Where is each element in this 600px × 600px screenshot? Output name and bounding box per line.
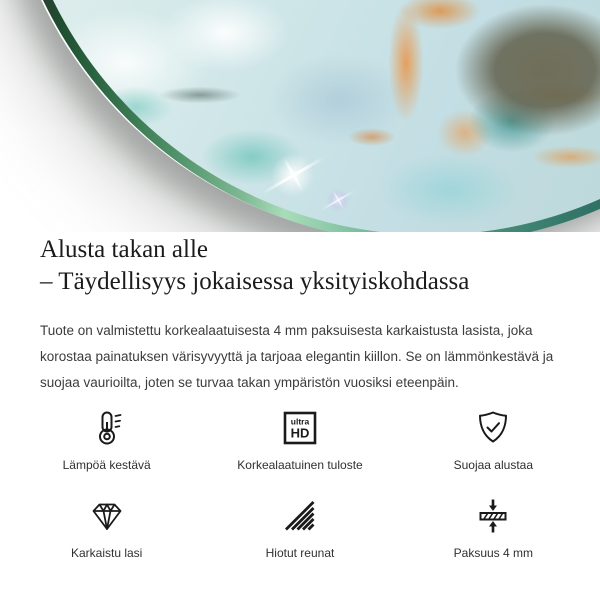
feature-label: Lämpöä kestävä: [62, 458, 151, 472]
page-title: [40, 234, 560, 298]
thickness-icon: [473, 496, 513, 536]
product-photo: [0, 0, 600, 232]
diamond-icon: [87, 496, 127, 536]
product-description-text: Tuote on valmistettu korkealaatuisesta 4 mm paksuisesta karkaistusta lasista, joka korostaa painatuksen värisyvyyttä ja tarjoaa elegantin kiillon. Se on lämmönkestävä ja suojaa vaurioilta, joten se turvaa takan ympäristön vuosiksi eteenpäin.: [40, 323, 554, 390]
feature-ultra-hd-print: [203, 408, 396, 472]
page-title-line2: – Täydellisyys jokaisessa yksityiskohdassa: [40, 268, 470, 295]
feature-protects-base: [397, 408, 590, 472]
content-area: [0, 234, 600, 396]
page-title-line1: Alusta takan alle: [40, 236, 208, 263]
feature-thickness-4mm: [397, 496, 590, 560]
feature-label: Korkealaatuinen tuloste: [237, 458, 363, 472]
thermometer-icon: [87, 408, 127, 448]
feature-tempered-glass: [10, 496, 203, 560]
feature-heat-resistant: [10, 408, 203, 472]
marble-glass-surface: [10, 0, 600, 232]
feature-label: Suojaa alustaa: [453, 458, 534, 472]
ultra-hd-badge-bottom-text: HD: [290, 425, 310, 441]
feature-grid: [0, 408, 600, 560]
ultra-hd-badge-top-text: ultra: [290, 416, 310, 427]
feature-label: Karkaistu lasi: [70, 546, 143, 560]
shield-check-icon: [473, 408, 513, 448]
feature-label: Paksuus 4 mm: [453, 546, 533, 560]
feature-polished-edges: [203, 496, 396, 560]
ultra-hd-icon: [280, 408, 320, 448]
feature-label: Hiotut reunat: [265, 546, 335, 560]
polished-edges-icon: [280, 496, 320, 536]
